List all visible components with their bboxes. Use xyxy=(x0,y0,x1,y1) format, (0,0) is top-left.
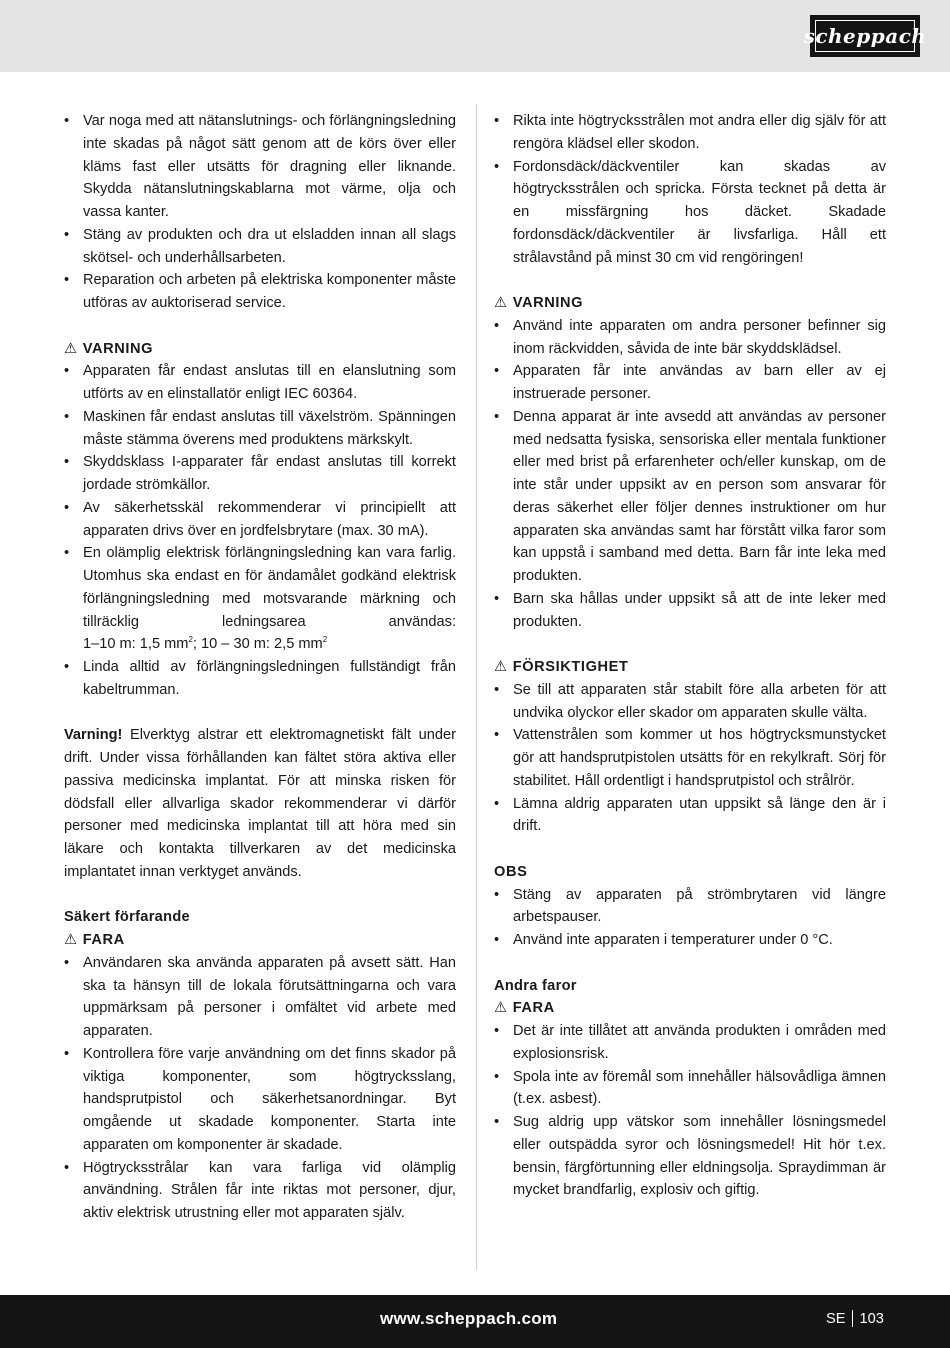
list-item: • Rikta inte högtrycksstrålen mot andra eller dig själv för att rengöra klädsel eller skodon. xyxy=(494,113,886,152)
list-item: • Skyddsklass I-apparater får endast anslutas till korrekt jordade strömkällor. xyxy=(64,454,456,493)
note-heading: OBS xyxy=(494,863,528,880)
list-item: • Kontrollera före varje användning om det finns skador på viktiga komponenter, som högtrycksslang, handsprutpistol och säkerhetsanordningar. Byt omgående ut skadade komponenter. Starta inte apparaten om komponenter är skadade. xyxy=(64,1045,456,1153)
list-item: • Stäng av apparaten på strömbrytaren vid längre arbetspauser. xyxy=(494,886,886,926)
warning-heading: ⚠ VARNING xyxy=(64,338,456,361)
left-column xyxy=(64,110,456,1225)
list-item: • Lämna aldrig apparaten utan uppsikt så länge den är i drift. xyxy=(494,795,886,835)
list-item: • Spola inte av föremål som innehåller hälsovådliga ämnen (t.ex. asbest). xyxy=(494,1068,886,1108)
danger-heading: ⚠ FARA xyxy=(494,997,886,1020)
warning-triangle-icon: ⚠ xyxy=(494,1000,508,1017)
warning-triangle-icon: ⚠ xyxy=(494,295,508,311)
list-item: • Använd inte apparaten om andra personer befinner sig inom räckvidden, såvida de inte bär skyddsklädsel. xyxy=(494,317,886,357)
warning-list-left xyxy=(64,360,456,701)
right-column xyxy=(494,110,886,1202)
page-separator xyxy=(852,1310,853,1327)
list-item: • Det är inte tillåtet att använda produkten i områden med explosionsrisk. xyxy=(494,1023,886,1062)
list-item: • Vattenstrålen som kommer ut hos högtrycksmunstycket gör att handsprutpistolen utsätts för en rekylkraft. Sörj för stabilitet. Håll ordentligt i handsprutpistol och strålrör. xyxy=(494,727,886,789)
column-divider xyxy=(476,104,477,1270)
list-item: • Användaren ska använda apparaten på avsett sätt. Han ska ta hänsyn till de lokala förutsättningarna och vara uppmärksam på personer i omfältet vid arbete med apparaten. xyxy=(64,954,456,1039)
other-dangers-heading: Andra faror xyxy=(494,977,577,994)
list-item: • Sug aldrig upp vätskor som innehåller lösningsmedel eller outspädda syror och lösningsmedel! Hit hör t.ex. bensin, färgförtunning eller eldningsolja. Spraydimman är mycket brandfarlig, explosiv och giftig. xyxy=(494,1114,886,1199)
intro-list-left xyxy=(64,110,456,315)
page-number: 103 xyxy=(859,1310,884,1327)
caution-list xyxy=(494,679,886,838)
intro-list-right xyxy=(494,110,886,269)
list-item: • Maskinen får endast anslutas till växelström. Spänningen måste stämma överens med produktens märkskylt. xyxy=(64,408,456,448)
cable-spec: 1–10 m: 1,5 $mm^2$; 10 – 30 m: 2,5 $mm^2$ xyxy=(83,635,328,653)
warning-heading: ⚠ VARNING xyxy=(494,292,886,315)
list-item: • Apparaten får endast anslutas till en elanslutning som utförts av en elinstallatör enligt IEC 60364. xyxy=(64,363,456,402)
list-item: • Se till att apparaten står stabilt före alla arbeten för att undvika olyckor eller skador om apparaten skulle välta. xyxy=(494,681,886,721)
list-item: • Var noga med att nätanslutnings- och förlängningsledning inte skadas på något sätt genom att de körs över eller kläms fast eller utsätts för dragning eller liknande. Skydda nätanslutningskablarna mot värme, olja och vassa kanter. xyxy=(64,113,456,220)
safe-procedure-heading: Säkert förfarande xyxy=(64,909,190,926)
logo-text: scheppach xyxy=(803,24,927,48)
warning-triangle-icon: ⚠ xyxy=(494,659,508,675)
em-warning-paragraph: Varning! Elverktyg alstrar ett elektromagnetiskt fält under drift. Under vissa förhållanden kan fältet störa aktiva eller passiva medicinska implantat. För att minska risken för dödsfall eller allvarliga skador rekommenderar vi därför personer med medicinska implantat till att höra med sin läkare och kontakta tillverkaren av det medicinska implantatet innan verktyget används. xyxy=(64,727,456,880)
warning-triangle-icon: ⚠ xyxy=(64,932,78,948)
list-item: • Reparation och arbeten på elektriska komponenter måste utföras av auktoriserad service. xyxy=(64,272,456,311)
list-item: • Linda alltid av förlängningsledningen fullständigt från kabeltrumman. xyxy=(64,659,456,698)
warning-list-right xyxy=(494,315,886,634)
list-item: • Fordonsdäck/däckventiler kan skadas av högtrycksstrålen och spricka. Första tecknet på detta är en missfärgning hos däcket. Skadade fordonsdäck/däckventiler är livsfarliga. Håll ett strålavstånd på minst 30 cm vid rengöringen! xyxy=(494,158,886,266)
list-item: • Av säkerhetsskäl rekommenderar vi principiellt att apparaten drivs över en jordfelsbrytare (max. 30 mA). xyxy=(64,499,456,539)
language-code: SE xyxy=(826,1310,846,1327)
danger-list-left xyxy=(64,952,456,1225)
footer-page-indicator xyxy=(826,1310,884,1327)
danger-heading: ⚠ FARA xyxy=(64,929,456,952)
note-list xyxy=(494,884,886,952)
list-item: • Denna apparat är inte avsedd att användas av personer med nedsatta fysiska, sensoriska eller mentala funktioner eller med brist på erfarenheter och/eller kunskap, om de inte står under uppsikt av en person som ansvarar för deras säkerhet eller följer dennes instruktioner om hur apparaten ska användas samt har förstått vilka faror som kan uppstå i samband med detta. Barn får inte leka med produkten. xyxy=(494,408,886,584)
list-item: • Stäng av produkten och dra ut elsladden innan all slags skötsel- och underhållsarbeten. xyxy=(64,226,456,266)
scheppach-logo xyxy=(803,15,927,57)
list-item: • Apparaten får inte användas av barn eller av ej instruerade personer. xyxy=(494,363,886,402)
list-item: • Använd inte apparaten i temperaturer under 0 °C. xyxy=(494,932,833,948)
warning-triangle-icon: ⚠ xyxy=(64,340,78,357)
caution-heading: ⚠ FÖRSIKTIGHET xyxy=(494,656,886,679)
list-item: • Högtrycksstrålar kan vara farliga vid olämplig användning. Strålen får inte riktas mot personer, djur, aktiv elektrisk utrustning eller mot apparaten själv. xyxy=(64,1159,456,1221)
danger-list-right xyxy=(494,1020,886,1202)
list-item-extension-cable: • En olämplig elektrisk förlängningsledning kan vara farlig. Utomhus ska endast en för ändamålet godkänd elektrisk förlängningsledning med motsvarande märkning och tillräcklig ledningsarea användas: 1–10 m: 1,5 $mm^2$; 10 – 30 m: 2,5 $mm^2$ xyxy=(64,545,456,653)
list-item: • Barn ska hållas under uppsikt så att de inte leker med produkten. xyxy=(494,590,886,630)
footer-website-link[interactable]: www.scheppach.com xyxy=(380,1309,558,1328)
